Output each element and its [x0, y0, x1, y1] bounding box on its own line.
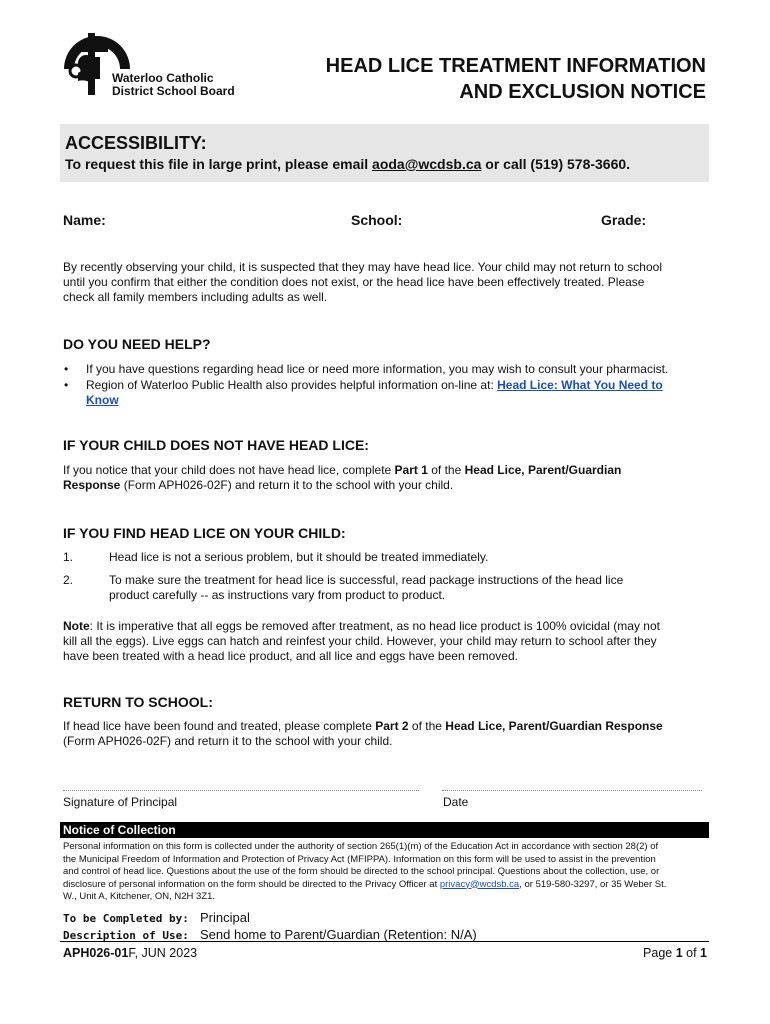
org-name-line2: District School Board	[112, 84, 235, 98]
head-lice-link[interactable]: Head Lice: What You Need to	[497, 378, 663, 392]
school-field-label: School:	[351, 212, 403, 228]
collection-line4-b: , or 519-580-3297, or 35 Weber St.	[519, 878, 667, 890]
help-heading: DO YOU NEED HELP?	[63, 336, 211, 352]
collection-line2: the Municipal Freedom of Information and Protection of Privacy Act (MFIPPA). Information on this form will be used to assist in the prevention	[63, 853, 656, 865]
page-number	[643, 946, 707, 960]
return-form-name: Head Lice, Parent/Guardian Response	[445, 719, 663, 733]
page-current: 1	[675, 946, 683, 960]
no-lice-text-2: of the	[427, 463, 465, 477]
accessibility-text	[65, 154, 704, 174]
principal-signature-line[interactable]	[63, 790, 419, 791]
no-lice-part1: Part 1	[394, 463, 428, 477]
grade-field-label: Grade:	[601, 212, 647, 228]
return-text-2: of the	[408, 719, 446, 733]
no-lice-paragraph	[63, 463, 703, 493]
step-2-line2: product carefully -- as instructions vary from product to product.	[109, 588, 446, 602]
no-lice-text-1: If you notice that your child does not have head lice, complete	[63, 463, 395, 477]
notice-of-collection-text	[63, 841, 711, 904]
collection-line4-a: disclosure of personal information on the form should be directed to the Privacy Officer at	[63, 878, 440, 890]
principal-signature-label: Signature of Principal	[63, 795, 178, 809]
form-code-date: F, JUN 2023	[128, 946, 198, 960]
completed-by-label: To be Completed by:	[63, 912, 189, 925]
bullet-dot: •	[64, 378, 69, 392]
privacy-email-link[interactable]: privacy@wcdsb.ca	[439, 878, 520, 890]
org-name-line1: Waterloo Catholic	[112, 71, 214, 85]
description-of-use-value: Send home to Parent/Guardian (Retention: N/A)	[200, 927, 477, 942]
title-line2: AND EXCLUSION NOTICE	[459, 81, 706, 103]
notice-of-collection-heading: Notice of Collection	[60, 822, 709, 838]
accessibility-box	[60, 124, 709, 182]
completed-by-value: Principal	[200, 910, 250, 925]
step-2-line1: To make sure the treatment for head lice is successful, read package instructions of the head lice	[109, 573, 624, 587]
no-lice-form-name: Head Lice, Parent/Guardian	[464, 463, 622, 477]
org-name	[112, 72, 235, 98]
help-bullet-1	[64, 362, 716, 377]
name-field-label: Name:	[63, 212, 106, 228]
return-part2: Part 2	[375, 719, 409, 733]
help-bullet-2-text: Region of Waterloo Public Health also provides helpful information on-line at:	[86, 378, 498, 392]
title-line1: HEAD LICE TREATMENT INFORMATION	[325, 55, 706, 77]
accessibility-email-link[interactable]: aoda@wcdsb.ca	[372, 156, 482, 172]
step-1-text: Head lice is not a serious problem, but it should be treated immediately.	[109, 550, 489, 564]
collection-line1: Personal information on this form is collected under the authority of section 265(1)(m) of the Education Act in accordance with section 28(2) of	[63, 841, 659, 852]
collection-line5: W., Unit A, Kitchener, ON, N2H 3Z1.	[63, 891, 216, 902]
help-bullet-2	[64, 378, 716, 408]
note-line2: kill all the eggs). Live eggs can hatch and reinfest your child. However, your child may return to school after they	[63, 634, 657, 648]
note-line1: : It is imperative that all eggs be removed after treatment, as no head lice product is 100% ovicidal (may not	[89, 619, 660, 633]
accessibility-text-after: or call (519) 578-3660.	[481, 156, 631, 172]
head-lice-link-cont[interactable]: Know	[86, 393, 119, 407]
date-signature-line[interactable]	[442, 790, 702, 791]
form-code-id: APH026-01	[63, 946, 129, 960]
page-of: of	[682, 946, 701, 960]
accessibility-heading: ACCESSIBILITY:	[65, 133, 207, 153]
form-code	[63, 946, 197, 960]
note-line3: have been treated with a head lice product, and all lice and eggs have been removed.	[63, 649, 518, 663]
step-2-text	[109, 573, 709, 603]
return-text-1: If head lice have been found and treated, please complete	[63, 719, 376, 733]
date-label: Date	[443, 795, 469, 809]
page-prefix: Page	[643, 946, 676, 960]
bullet-dot: •	[64, 362, 69, 376]
step-2-number: 2.	[63, 573, 74, 587]
accessibility-text-before: To request this file in large print, please email	[65, 156, 373, 172]
footer-divider	[60, 941, 709, 942]
step-1-number: 1.	[63, 550, 74, 564]
return-paragraph	[63, 719, 713, 749]
help-bullet-1-text: If you have questions regarding head lice or need more information, you may wish to consult your pharmacist.	[86, 362, 669, 376]
document-title	[286, 53, 706, 105]
note-paragraph	[63, 619, 713, 664]
no-lice-form-name-cont: Response	[63, 478, 121, 492]
return-text-3: (Form APH026-02F) and return it to the school with your child.	[63, 734, 393, 748]
page-total: 1	[700, 946, 707, 960]
no-lice-text-3: (Form APH026-02F) and return it to the school with your child.	[120, 478, 454, 492]
description-of-use-label: Description of Use:	[63, 929, 189, 942]
no-lice-heading: IF YOUR CHILD DOES NOT HAVE HEAD LICE:	[63, 437, 369, 453]
find-lice-heading: IF YOU FIND HEAD LICE ON YOUR CHILD:	[63, 525, 346, 541]
note-label: Note	[63, 619, 90, 633]
intro-paragraph: By recently observing your child, it is suspected that they may have head lice. Your child may not return to school until you confirm that either the condition does not exist, or the head lice have been effectively treated. Please check all family members including adults as well.	[63, 260, 662, 304]
collection-line3: and control of head lice. Questions about the use of the form should be directed to the school principal. Questions about the collection, use, or	[63, 866, 660, 877]
return-heading: RETURN TO SCHOOL:	[63, 694, 213, 710]
